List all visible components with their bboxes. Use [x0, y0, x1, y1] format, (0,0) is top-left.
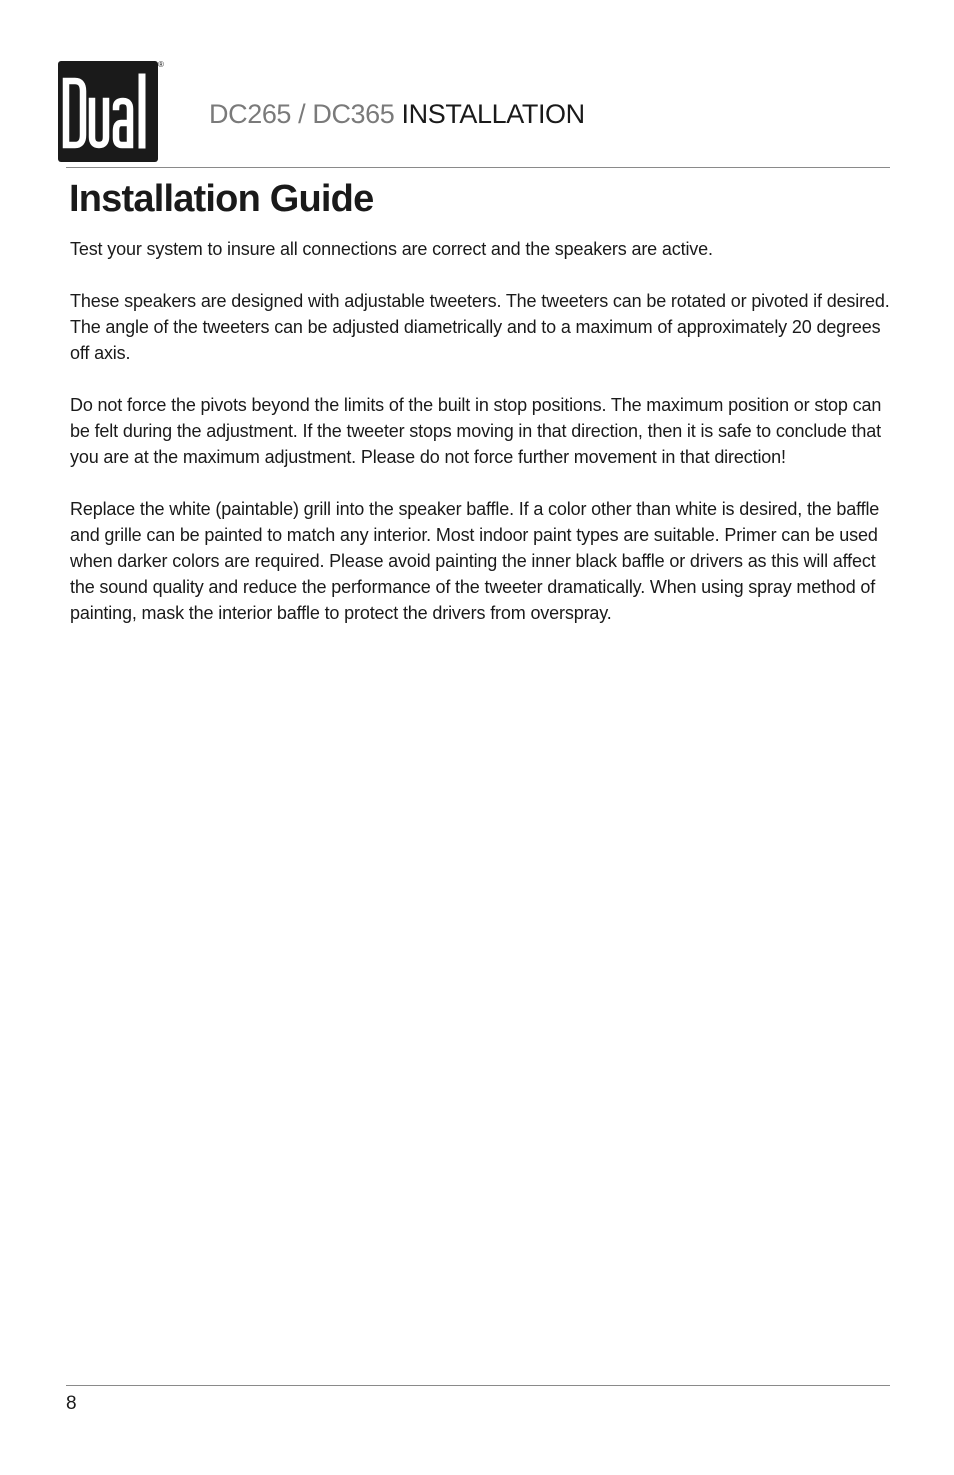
dual-logo — [58, 61, 158, 162]
registered-trademark-mark: ® — [158, 60, 164, 69]
header-divider — [66, 167, 890, 168]
page-number: 8 — [66, 1393, 77, 1414]
paragraph-grill-painting: Replace the white (paintable) grill into the speaker baffle. If a color other than white is desired, the baffle and grille can be painted to match any interior. Most indoor paint types are suitable. Primer can be used when darker colors are required. Please avoid painting the inner black baffle or drivers as this will affect the sound quality and reduce the performance of the tweeter dramatically. When using spray method of painting, mask the interior baffle to protect the drivers from overspray. — [70, 499, 880, 623]
document-header — [209, 98, 585, 130]
paragraph-test-system: Test your system to insure all connections are correct and the speakers are active. — [70, 239, 713, 259]
paragraph-pivot-limits: Do not force the pivots beyond the limits of the built in stop positions. The maximum position or stop can be felt during the adjustment. If the tweeter stops moving in that direction, then it is safe to conclude that you are at the maximum adjustment. Please do not force further movement in that direction! — [70, 395, 882, 467]
section-name: INSTALLATION — [401, 99, 585, 129]
dual-logo-mark — [58, 61, 158, 162]
paragraph-adjustable-tweeters: These speakers are designed with adjustable tweeters. The tweeters can be rotated or pivoted if desired. The angle of the tweeters can be adjusted diametrically and to a maximum of approximately 20 degrees off axis. — [70, 291, 890, 363]
page-title: Installation Guide — [69, 178, 374, 220]
model-number: DC265 / DC365 — [209, 99, 395, 129]
body-text — [70, 236, 902, 652]
footer-divider — [66, 1385, 890, 1386]
